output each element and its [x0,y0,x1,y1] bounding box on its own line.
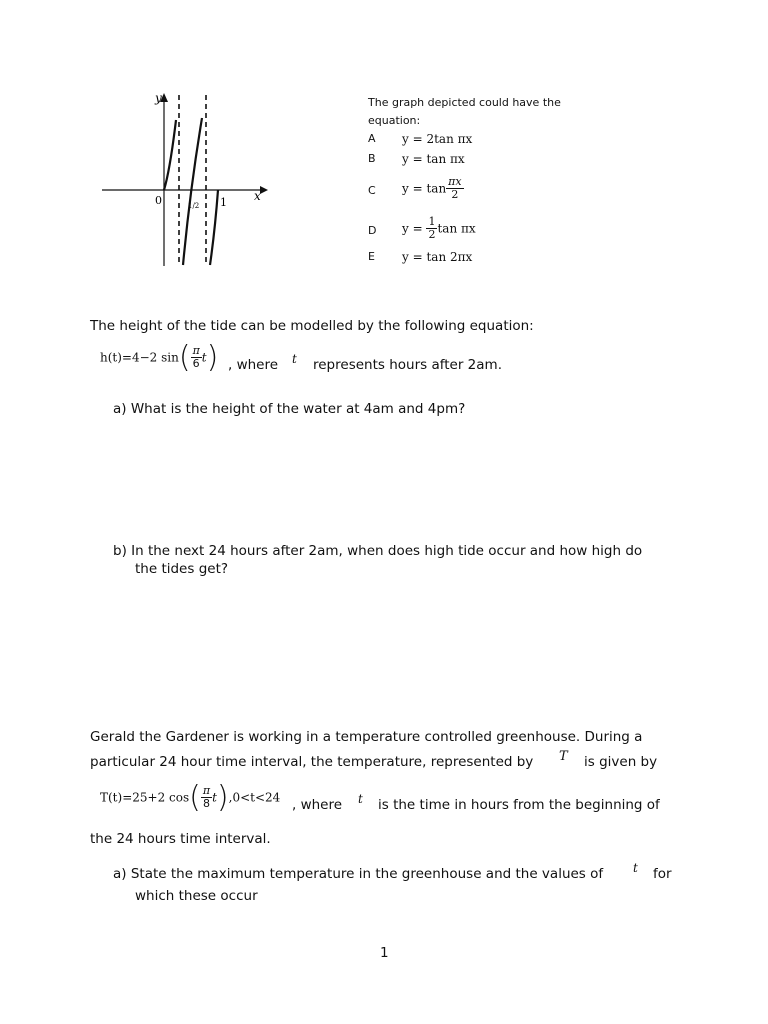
tide-eq-left: h(t)=4−2 sin [100,350,179,365]
option-fraction-den: 2 [451,188,459,202]
garden-given: is given by [584,754,658,770]
tide-after: represents hours after 2am. [313,357,502,373]
garden-eq-var: t [212,790,217,805]
option-equation: y = 2tan πx [402,132,473,146]
mc-prompt-line1: The graph depicted could have the [368,96,561,109]
garden-eq-den: 8 [202,797,210,810]
tide-eq-den: 6 [192,357,200,370]
garden-eq-left: T(t)=25+2 cos [100,790,190,805]
tide-eq-paren-open: ( [178,340,191,375]
option-letter: D [368,224,377,237]
option-letter: C [368,184,376,197]
option-letter: E [368,250,375,263]
option-fraction-den: 2 [428,228,436,242]
tide-eq-num: π [192,343,200,357]
garden-line4: the 24 hours time interval. [90,831,271,847]
option-fraction-num: 1 [428,215,436,228]
tide-eq-paren-close: ) [206,340,219,375]
garden-equation-line [100,780,280,820]
option-eq-left: y = [402,221,427,236]
option-equation [402,176,464,201]
tide-question-b-line2: the tides get? [135,561,229,577]
curve-branch-3 [210,190,218,265]
garden-eq-paren-close: ) [216,780,229,815]
garden-eq-right: ,0<t<24 [228,790,281,805]
option-equation: y = tan πx [402,152,465,166]
mc-option-d[interactable] [368,216,588,248]
tide-eq-var: t [201,350,207,365]
garden-where: , where [292,797,343,813]
curve-branch-1 [164,120,176,190]
option-letter: A [368,132,376,145]
page-number: 1 [380,945,389,961]
garden-T-symbol: T [559,749,568,764]
tide-where: , where [228,357,279,373]
mc-option-e[interactable] [368,250,588,266]
garden-line1: Gerald the Gardener is working in a temperature controlled greenhouse. During a [90,729,643,745]
option-eq-right: tan πx [437,221,476,236]
tide-intro: The height of the tide can be modelled by the following equation: [90,318,534,334]
option-fraction-num: πx [448,175,462,188]
graph-x-label: x [254,189,261,203]
curve-branch-2 [183,118,202,265]
option-equation [402,216,476,241]
tide-t-symbol: t [292,352,297,366]
mc-question [368,96,598,271]
graph-one-label: 1 [220,196,227,209]
option-eq-left: y = tan [402,181,447,196]
garden-question-a-line1: a) State the maximum temperature in the greenhouse and the values of [113,866,604,882]
tide-equation-line [100,340,218,380]
graph-origin-label: 0 [155,194,162,207]
garden-line2: particular 24 hour time interval, the temperature, represented by [90,754,534,770]
graph-half-label: 1/2 [188,202,200,210]
garden-eq-num: π [202,783,211,797]
option-equation: y = tan 2πx [402,250,473,264]
garden-eq-paren-open: ( [189,780,201,815]
graph-y-label: y [155,91,162,105]
tide-question-b-line1: b) In the next 24 hours after 2am, when does high tide occur and how high do [113,543,643,559]
mc-prompt-line2: equation: [368,114,421,127]
x-axis-arrow [260,186,268,194]
option-letter: B [368,152,376,165]
tan-graph [100,90,270,270]
garden-qa-t-symbol: t [633,861,638,875]
garden-after: is the time in hours from the beginning of [378,797,660,813]
tide-question-a: a) What is the height of the water at 4am and 4pm? [113,401,466,417]
garden-question-a-line2: which these occur [135,888,258,904]
mc-option-c[interactable] [368,176,588,208]
garden-t-symbol: t [358,792,363,806]
mc-option-b[interactable] [368,152,588,168]
garden-qa-for: for [653,866,672,882]
mc-option-a[interactable] [368,132,588,148]
